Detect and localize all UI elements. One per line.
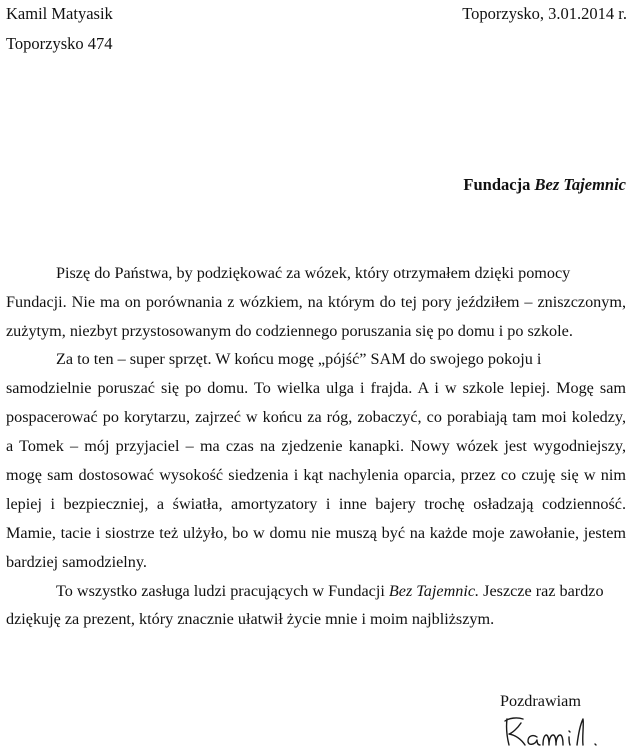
body-line: Piszę do Państwa, by podziękować za wózek, który otrzymałem dzięki pomocy xyxy=(56,264,571,282)
body-line: a Tomek – mój przyjaciel – ma czas na zjedzenie kanapki. Nowy wózek jest wygodniejszy, xyxy=(6,437,626,455)
body-line: lepiej i bezpieczniej, a światła, amortyzatory i inne bajery trochę osładzają codzienność. xyxy=(6,495,626,513)
body-line: Za to ten – super sprzęt. W końcu mogę „pójść” SAM do swojego pokoju i xyxy=(56,350,542,368)
body-line: mogę sam dostosować wysokość siedzenia i kąt nachylenia oparcia, przez co czuję się w nim xyxy=(6,466,626,484)
handwritten-signature xyxy=(503,713,633,749)
sender-name: Kamil Matyasik xyxy=(6,4,113,23)
closing-greeting: Pozdrawiam xyxy=(500,692,581,710)
body-line: zużytym, niezbyt przystosowanym do codziennego poruszania się po domu i po szkole. xyxy=(6,322,573,340)
recipient xyxy=(463,175,626,195)
body-text: To wszystko zasługa ludzi pracujących w Fundacji xyxy=(56,582,389,600)
sender-address: Toporzysko 474 xyxy=(6,34,113,53)
body-line: Fundacji. Nie ma on porównania z wózkiem, na którym do tej pory jeździłem – zniszczonym, xyxy=(6,293,626,311)
place-date: Toporzysko, 3.01.2014 r. xyxy=(462,4,627,23)
recipient-prefix: Fundacja xyxy=(463,175,535,194)
body-line: samodzielnie poruszać się po domu. To wielka ulga i frajda. A i w szkole lepiej. Mogę sam xyxy=(6,379,626,397)
body-line: bardziej samodzielny. xyxy=(6,553,147,571)
body-line xyxy=(56,582,626,601)
body-line: dziękuję za prezent, który znacznie ułatwił życie mnie i moim najbliższym. xyxy=(6,610,495,628)
body-text: Jeszcze raz bardzo xyxy=(479,582,604,600)
recipient-name: Bez Tajemnic xyxy=(534,175,626,194)
body-line: Mamie, tacie i siostrze też ulżyło, bo w domu nie muszą być na każde moje zawołanie, jestem xyxy=(6,524,626,542)
foundation-name: Bez Tajemnic. xyxy=(388,582,480,600)
body-line: pospacerować po korytarzu, zajrzeć w końcu za róg, zobaczyć, co porabiają tam moi koledzy, xyxy=(6,408,626,426)
